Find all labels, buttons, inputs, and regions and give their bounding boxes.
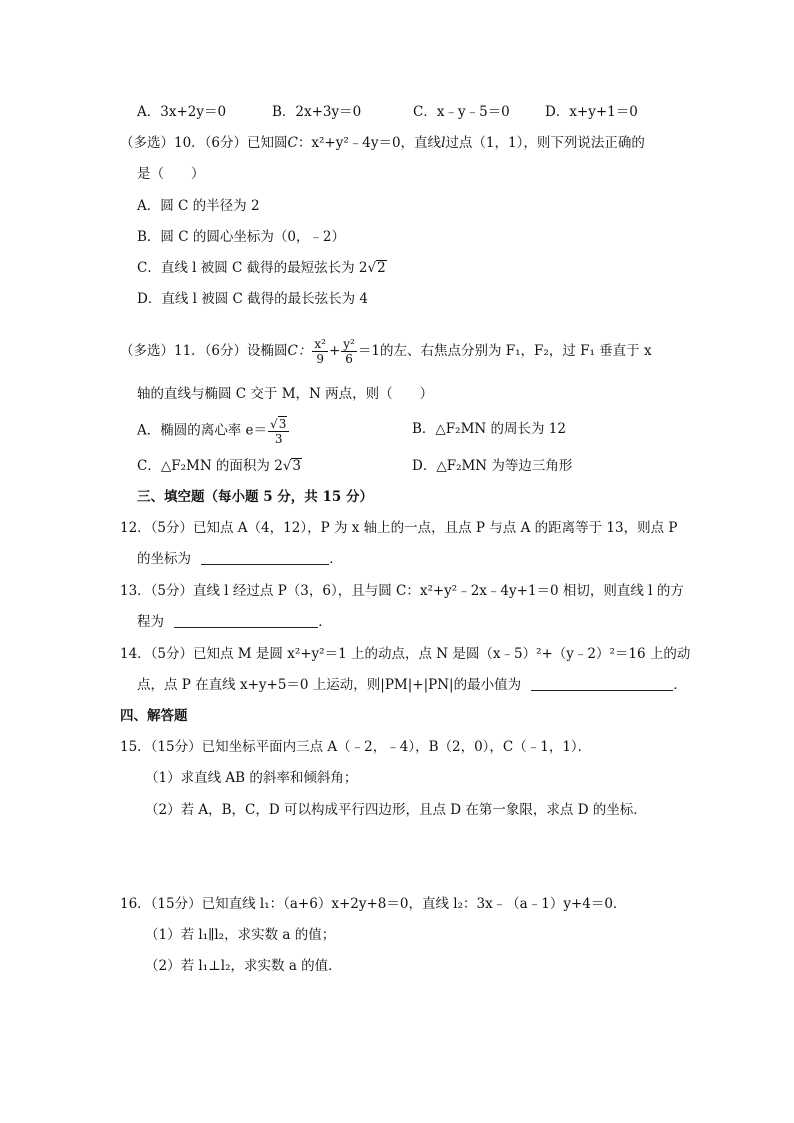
- q13-line1: 13．（5分）直线 l 经过点 P（3，6），且与圆 C：x²+y²﹣2x﹣4y+1＝0 相切，则直线 l 的方: [120, 583, 684, 599]
- q11-ellipse-name: C：: [287, 343, 312, 359]
- q10-prefix: （多选）10．（6分）已知圆: [120, 135, 288, 151]
- q11-option-c-radicand: 3: [292, 458, 302, 474]
- q11-option-a-den: 3: [274, 432, 283, 446]
- q11-eq1: ＝1: [357, 343, 380, 359]
- section-4-heading: 四、解答题: [120, 708, 188, 724]
- q10-option-c: [137, 259, 387, 277]
- sqrt-symbol: √: [367, 260, 377, 276]
- q16-part2: （2）若 l₁⊥l₂，求实数 a 的值．: [145, 958, 342, 974]
- q11-prefix: （多选）11．（6分）设椭圆: [120, 343, 288, 359]
- q10-option-c-text: C．直线 l 被圆 C 截得的最短弦长为 2: [137, 260, 368, 276]
- q11-fraction-x: [312, 337, 328, 366]
- q11-fraction-x-num: x²: [314, 337, 326, 351]
- q9-option-c: C．x﹣y﹣5＝0: [413, 104, 510, 120]
- q15-part2: （2）若 A，B，C，D 可以构成平行四边形，且点 D 在第一象限，求点 D 的坐标．: [145, 802, 647, 818]
- q10-option-b: B．圆 C 的圆心坐标为（0，﹣2）: [137, 229, 346, 245]
- q13-end: ．: [318, 614, 332, 630]
- q9-option-b: B．2x+3y＝0: [272, 104, 362, 120]
- q12-prompt: 的坐标为: [137, 551, 191, 567]
- q11-fraction-y-den: 6: [345, 352, 353, 366]
- q12-answer-blank[interactable]: [201, 550, 329, 565]
- q13-answer-blank[interactable]: [174, 613, 318, 628]
- q14-line2: [137, 676, 687, 694]
- q11-fraction-y-num: y²: [343, 337, 355, 351]
- q12-line2: [137, 550, 343, 568]
- q11-option-c: [137, 457, 302, 475]
- q14-end: ．: [673, 677, 687, 693]
- q10-equation: ：x²+y²﹣4y＝0，直线: [297, 135, 442, 151]
- q11-option-c-text: C．△F₂MN 的面积为 2: [137, 458, 283, 474]
- q15-stem: 15．（15分）已知坐标平面内三点 A（﹣2，﹣4），B（2，0），C（﹣1，1）．: [120, 739, 592, 755]
- q11-option-a-radicand: 3: [278, 417, 287, 431]
- q14-answer-blank[interactable]: [531, 676, 673, 691]
- q10-option-c-radicand: 2: [377, 260, 386, 276]
- q16-part1: （1）若 l₁∥l₂，求实数 a 的值；: [145, 927, 336, 943]
- q10-option-a: A．圆 C 的半径为 2: [137, 198, 260, 214]
- q11-option-a-fraction: [268, 416, 289, 446]
- section-3-heading: 三、填空题（每小题 5 分，共 15 分）: [137, 489, 373, 505]
- q11-stem-line1: （多选）11．（6分）设椭圆C： $\frac{\text{x²}}{9}$ + $\frac{\text{y²}}{6}$ ＝1的左、右焦点分别为 F₁，F₂，过 F₁ 垂直于 x: [120, 337, 652, 366]
- q14-line1: 14．（5分）已知点 M 是圆 x²+y²＝1 上的动点，点 N 是圆（x﹣5）²+（y﹣2）²＝16 上的动: [120, 646, 691, 662]
- q13-prompt: 程为: [137, 614, 164, 630]
- q10-line-name: l: [441, 135, 446, 151]
- q13-line2: [137, 613, 332, 631]
- q11-option-a-text: A．椭圆的离心率 e＝: [137, 422, 268, 439]
- q10-circle-name: C: [287, 135, 298, 151]
- q9-option-a: A．3x+2y＝0: [137, 104, 227, 120]
- q11-option-d: D．△F₂MN 为等边三角形: [412, 458, 573, 474]
- q11-option-a: [137, 416, 290, 446]
- q11-option-a-num: √3: [268, 416, 289, 432]
- q10-stem-line1: [120, 134, 645, 152]
- q10-stem-line2: 是（ ）: [137, 166, 205, 182]
- q11-stem-line2: 轴的直线与椭圆 C 交于 M，N 两点，则（ ）: [137, 386, 434, 402]
- q10-option-d: D．直线 l 被圆 C 截得的最长弦长为 4: [137, 291, 369, 307]
- q11-rest: 的左、右焦点分别为 F₁，F₂，过 F₁ 垂直于 x: [379, 343, 652, 359]
- q16-stem: 16．（15分）已知直线 l₁：（a+6）x+2y+8＝0，直线 l₂：3x﹣（a﹣1）y+4＝0．: [120, 896, 627, 912]
- q14-prompt: 点，点 P 在直线 x+y+5＝0 上运动，则|PM|+|PN|的最小值为: [137, 677, 522, 693]
- q12-end: ．: [329, 551, 343, 567]
- q11-fraction-y: [341, 337, 357, 366]
- sqrt-symbol: √: [282, 458, 292, 474]
- q11-option-b: B．△F₂MN 的周长为 12: [412, 421, 566, 437]
- q11-fraction-x-den: 9: [316, 352, 324, 366]
- q10-rest: 过点（1，1），则下列说法正确的: [445, 135, 645, 151]
- q12-line1: 12．（5分）已知点 A（4，12），P 为 x 轴上的一点，且点 P 与点 A 的距离等于 13，则点 P: [120, 520, 678, 536]
- q15-part1: （1）求直线 AB 的斜率和倾斜角；: [145, 770, 358, 786]
- q9-option-d: D．x+y+1＝0: [545, 104, 638, 120]
